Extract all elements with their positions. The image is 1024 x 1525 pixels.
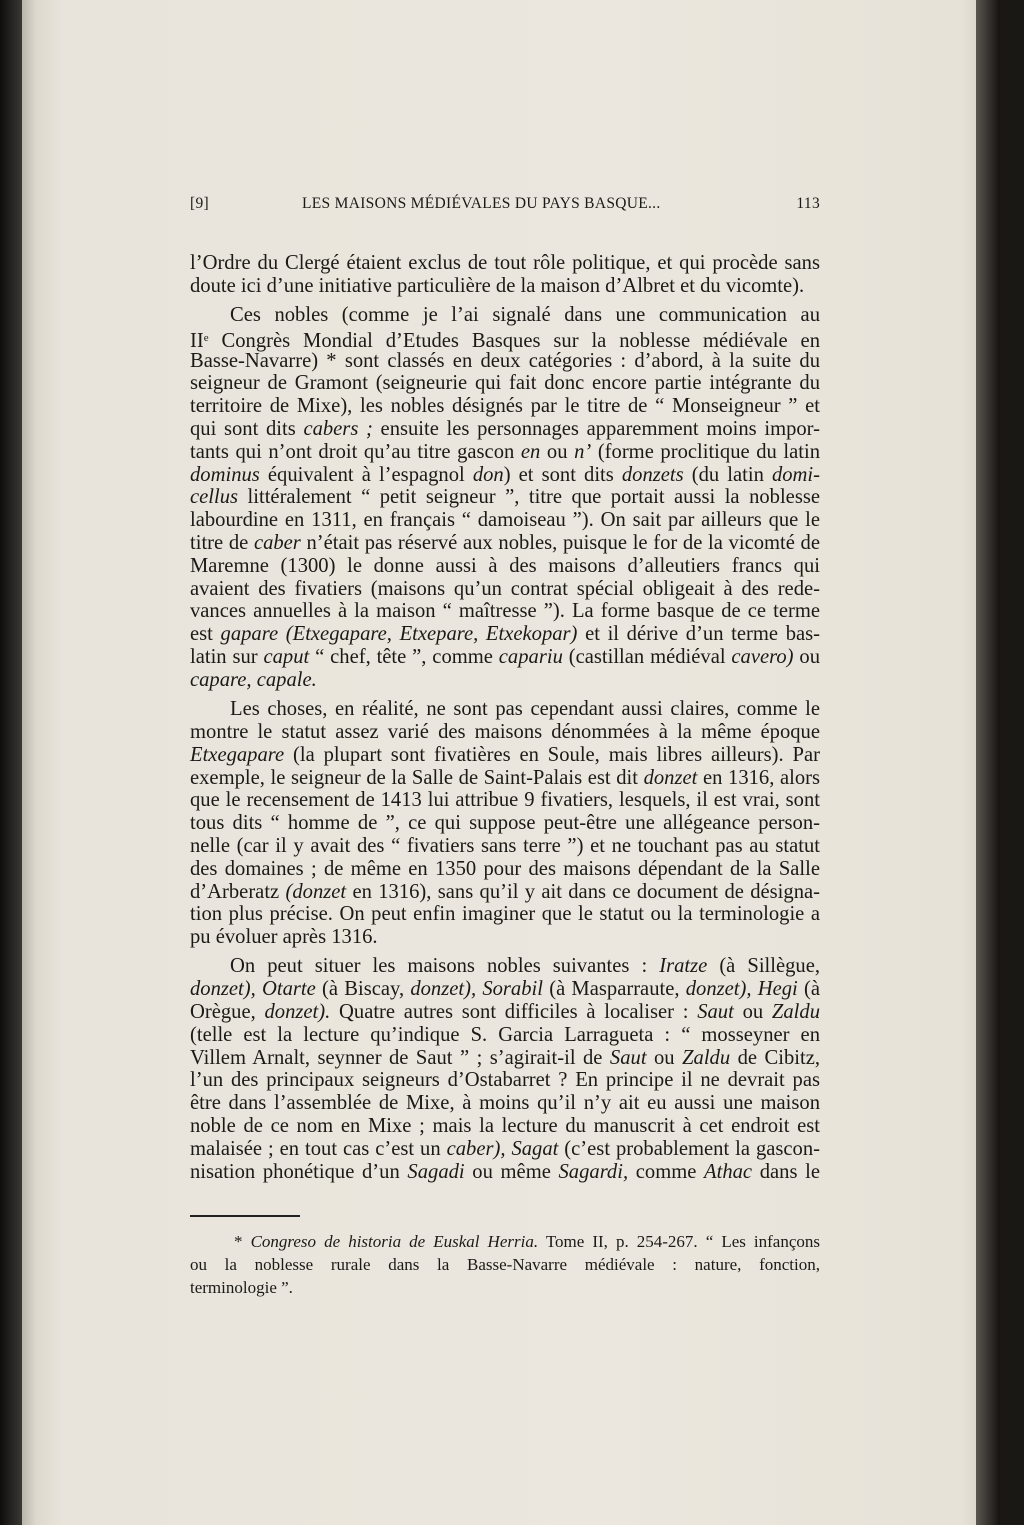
running-header <box>190 195 820 217</box>
text-segment: de Cibitz, <box>730 1046 821 1069</box>
italic-text: Saut <box>609 1046 647 1069</box>
text-line <box>190 1138 820 1161</box>
text-line <box>190 350 820 373</box>
text-segment: ou <box>793 646 821 669</box>
text-segment: Villem Arnalt, seynner de Saut ” ; s’agirait-il de <box>190 1046 610 1069</box>
text-line <box>190 486 820 509</box>
text-segment: en 1316, alors <box>697 766 821 789</box>
text-segment: exemple, le seigneur de la Salle de Saint-Palais est dit <box>190 766 644 789</box>
text-segment: territoire de Mixe), les nobles désignés par le titre de “ Monseigneur ” et <box>190 395 820 418</box>
paragraph <box>190 252 820 298</box>
text-segment: pu évoluer après 1316. <box>190 926 378 949</box>
text-segment: ou <box>733 1001 772 1023</box>
italic-text: Etxegapare <box>190 743 285 766</box>
text-segment: (du latin <box>683 463 772 486</box>
text-segment: est <box>190 623 221 646</box>
text-segment: (c’est probablement la gascon- <box>558 1137 820 1160</box>
text-line <box>190 555 820 578</box>
text-segment: qui sont dits <box>190 418 304 441</box>
text-segment: Basse-Navarre) * sont classés en deux catégories : d’abord, à la suite du <box>190 349 820 372</box>
text-line <box>190 835 820 858</box>
italic-text: Saut <box>697 1001 734 1023</box>
italic-text: Athac <box>704 1160 753 1183</box>
text-segment: ensuite les personnages apparemment moins impor- <box>372 418 820 441</box>
text-segment: équivalent à l’espagnol <box>259 463 473 486</box>
text-line <box>190 1092 820 1115</box>
text-line <box>190 623 820 646</box>
text-segment: ou même <box>464 1160 559 1183</box>
text-segment: labourdine en 1311, en français “ damoiseau ”). On sait par ailleurs que le <box>190 509 820 532</box>
scan-left-edge <box>0 0 22 1525</box>
text-segment: (à Masparraute, <box>542 978 686 1001</box>
italic-text: capare, capale. <box>190 668 317 691</box>
text-segment: (à Biscay, <box>315 978 411 1001</box>
text-segment: comme <box>628 1160 705 1183</box>
text-line <box>190 327 820 350</box>
text-segment: n’était pas réservé aux nobles, puisque le for de la vicomté de <box>300 532 820 555</box>
body-text <box>190 252 820 1190</box>
italic-text: donzets <box>621 463 684 486</box>
text-segment: (forme proclitique du latin <box>591 440 820 463</box>
text-segment: tion plus précise. On peut enfin imaginer que le statut ou la terminologie a <box>190 903 820 926</box>
text-segment: ) et sont dits <box>503 463 622 486</box>
text-segment: II <box>190 329 204 352</box>
text-segment: dans le <box>752 1160 820 1183</box>
text-line <box>190 1115 820 1138</box>
italic-text: domi- <box>771 463 820 486</box>
text-segment: latin sur <box>190 646 264 669</box>
scan-right-edge <box>976 0 1000 1525</box>
italic-text: donzet), Otarte <box>190 978 316 1001</box>
text-segment: l’un des principaux seigneurs d’Ostabarret ? En principe il ne devrait pas <box>190 1069 820 1092</box>
italic-text: n’ <box>574 440 592 463</box>
italic-text: donzet <box>643 766 698 789</box>
text-segment: e <box>203 331 209 344</box>
italic-text: gapare (Etxegapare, Etxepare, Etxekopar) <box>220 623 578 646</box>
text-segment: Les choses, en réalité, ne sont pas cependant aussi claires, comme le <box>230 698 820 721</box>
text-segment: Tome II, p. 254-267. “ Les infançons <box>538 1232 821 1251</box>
italic-text: Sagadi <box>407 1160 465 1183</box>
italic-text: Zaldu <box>682 1046 731 1069</box>
text-line <box>190 1276 820 1299</box>
text-segment: (à <box>797 978 820 1001</box>
chapter-marker: [9] <box>190 195 209 212</box>
text-line <box>190 926 820 949</box>
text-segment: être dans l’assemblée de Mixe, à moins qu’il n’y ait eu aussi une maison <box>190 1092 820 1115</box>
text-segment: Orègue, <box>190 1001 265 1023</box>
italic-text: Sagardi, <box>558 1160 629 1183</box>
italic-text: donzet), Hegi <box>685 978 798 1001</box>
text-segment: terminologie ”. <box>190 1278 293 1297</box>
text-line <box>190 464 820 487</box>
text-line <box>190 1001 820 1024</box>
text-segment: seigneur de Gramont (seigneurie qui fait donc encore partie intégrante du <box>190 372 820 395</box>
text-segment: ou <box>540 440 575 463</box>
text-segment: montre le statut assez varié des maisons dénommées à la même époque <box>190 720 820 743</box>
text-line <box>190 578 820 601</box>
text-segment: Quatre autres sont difficiles à localiser : <box>330 1001 698 1023</box>
text-line <box>190 532 820 555</box>
text-line <box>190 903 820 926</box>
text-segment: Ces nobles (comme je l’ai signalé dans une communication au <box>230 304 820 327</box>
italic-text: Congreso de historia de Euskal Herria. <box>250 1232 539 1251</box>
text-line <box>190 509 820 532</box>
paragraph <box>190 698 820 949</box>
text-line <box>190 1024 820 1047</box>
text-segment: On peut situer les maisons nobles suivantes : <box>230 955 660 978</box>
text-line <box>190 1161 820 1184</box>
text-segment: “ chef, tête ”, comme <box>309 646 499 669</box>
text-segment: en 1316), sans qu’il y ait dans ce document de désigna- <box>346 880 820 903</box>
text-line <box>190 646 820 669</box>
text-line <box>190 744 820 767</box>
text-segment: (telle est la lecture qu’indique S. Garcia Larragueta : “ mosseyner en <box>190 1023 820 1046</box>
paragraph <box>190 304 820 692</box>
text-line <box>190 418 820 441</box>
text-line <box>190 304 820 327</box>
text-segment: Maremne (1300) le donne aussi à des maisons d’alleutiers francs qui <box>190 554 820 577</box>
text-line <box>190 955 820 978</box>
text-segment: nisation phonétique d’un <box>190 1160 408 1183</box>
text-segment: (castillan médiéval <box>562 646 732 669</box>
italic-text: cavero) <box>731 646 794 669</box>
text-line <box>190 1069 820 1092</box>
text-line <box>190 1230 820 1253</box>
text-segment: (à Sillègue, <box>707 955 821 978</box>
text-line <box>190 789 820 812</box>
text-segment: nelle (car il y avait des “ fivatiers sans terre ”) et ne touchant pas au statut <box>190 834 820 857</box>
text-segment: vances annuelles à la maison “ maîtresse ”). La forme basque de ce terme <box>190 600 820 623</box>
text-segment: avaient des fivatiers (maisons qu’un contrat spécial obligeait à des rede- <box>190 577 820 600</box>
italic-text: caber), Sagat <box>446 1137 559 1160</box>
footnote-rule <box>190 1215 300 1217</box>
text-segment: ou <box>646 1046 683 1069</box>
text-line <box>190 858 820 881</box>
italic-text: cellus <box>190 486 239 509</box>
text-segment: et il dérive d’un terme bas- <box>577 623 820 646</box>
text-segment: (la plupart sont fivatières en Soule, mais libres ailleurs). Par <box>284 743 820 766</box>
text-line <box>190 395 820 418</box>
text-line <box>190 1253 820 1276</box>
italic-text: cabers ; <box>303 418 373 441</box>
text-segment: tants qui n’ont droit qu’au titre gascon <box>190 440 521 463</box>
italic-text: donzet), Sorabil <box>410 978 543 1001</box>
italic-text: don <box>472 463 504 486</box>
text-segment: noble de ce nom en Mixe ; mais la lecture du manuscrit à cet endroit est <box>190 1114 820 1137</box>
text-line <box>190 441 820 464</box>
italic-text: caber <box>253 532 301 555</box>
text-segment: que le recensement de 1413 lui attribue 9 fivatiers, lesquels, il est vrai, sont <box>190 789 820 812</box>
footnote <box>190 1230 820 1299</box>
text-segment: tous dits “ homme de ”, ce qui suppose peut-être une allégeance person- <box>190 812 820 835</box>
text-line <box>190 669 820 692</box>
text-segment: Congrès Mondial d’Etudes Basques sur la noblesse médiévale en <box>208 329 820 352</box>
text-segment: * <box>234 1232 251 1251</box>
italic-text: caput <box>263 646 310 669</box>
text-line <box>190 252 820 275</box>
italic-text: (donzet <box>285 880 347 903</box>
text-line <box>190 372 820 395</box>
text-segment: l’Ordre du Clergé étaient exclus de tout rôle politique, et qui procède sans <box>190 252 820 274</box>
text-line <box>190 767 820 790</box>
text-segment: littéralement “ petit seigneur ”, titre que portait aussi la noblesse <box>238 486 820 509</box>
text-line <box>190 978 820 1001</box>
text-line <box>190 275 820 298</box>
text-segment: doute ici d’une initiative particulière de la maison d’Albret et du vicomte). <box>190 274 805 297</box>
text-line <box>190 812 820 835</box>
text-line <box>190 1047 820 1070</box>
text-line <box>190 698 820 721</box>
italic-text: donzet). <box>264 1001 331 1023</box>
text-segment: ou la noblesse rurale dans la Basse-Navarre médiévale : nature, fonction, <box>190 1255 820 1274</box>
italic-text: Zaldu <box>771 1001 820 1023</box>
text-segment: d’Arberatz <box>190 880 286 903</box>
italic-text: capariu <box>498 646 563 669</box>
italic-text: en <box>520 440 541 463</box>
text-segment: des domaines ; de même en 1350 pour des maisons dépendant de la Salle <box>190 857 820 880</box>
text-line <box>190 600 820 623</box>
page-number: 113 <box>796 195 820 212</box>
text-segment: malaisée ; en tout cas c’est un <box>190 1137 447 1160</box>
text-line <box>190 721 820 744</box>
italic-text: dominus <box>190 463 260 486</box>
paragraph <box>190 955 820 1183</box>
running-title: LES MAISONS MÉDIÉVALES DU PAYS BASQUE... <box>302 195 661 212</box>
italic-text: Iratze <box>659 955 708 978</box>
text-line <box>190 881 820 904</box>
text-segment: titre de <box>190 532 254 555</box>
